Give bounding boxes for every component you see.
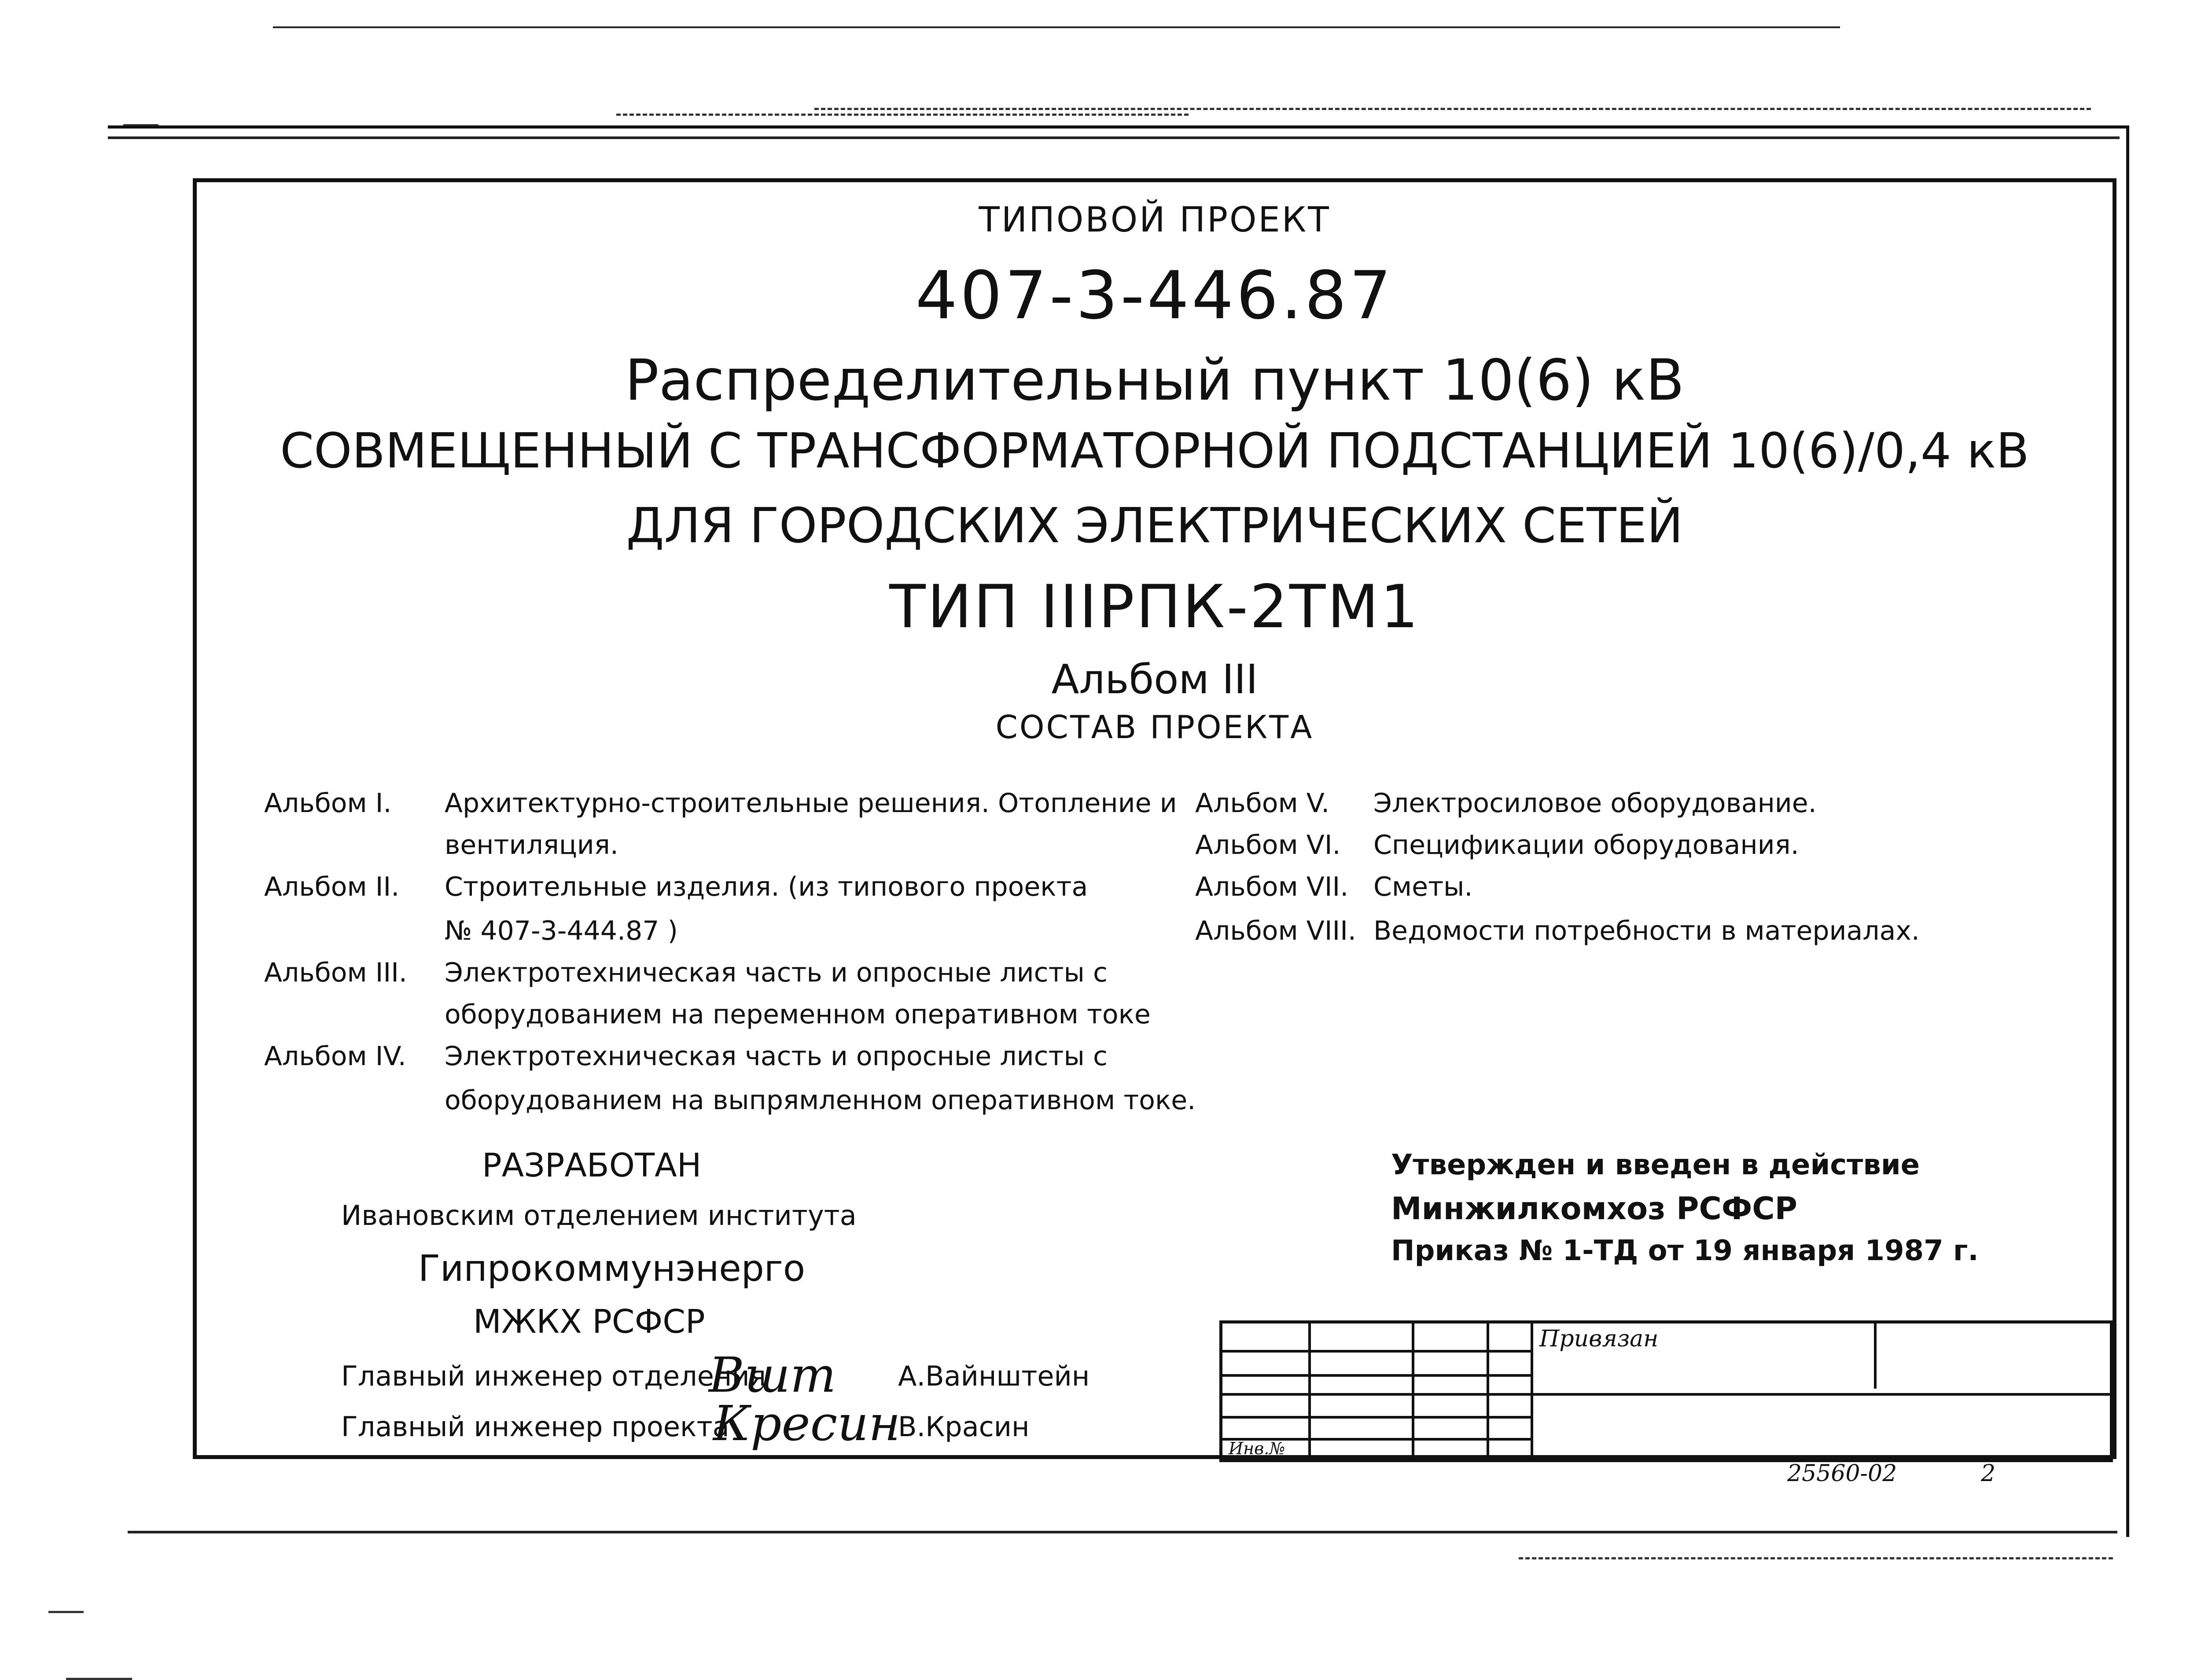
stamp-table [1219,1320,2113,1462]
stamp-row-line [1222,1393,2116,1396]
project-label: ТИПОВОЙ ПРОЕКТ [979,200,1331,240]
album-desc-line: Электротехническая часть и опросные листы с [445,1041,1108,1072]
stamp-inv-label: Инв.№ [1229,1439,1285,1458]
album-desc-line: Ведомости потребности в материалах. [1373,915,1920,946]
doc-code: 25560-02 [1787,1460,1897,1487]
signature-name: А.Вайнштейн [898,1360,1090,1392]
developer-org-line: Ивановским отделением института [341,1199,857,1232]
stamp-col-line [1874,1323,1877,1389]
album-label: Альбом V. [1195,788,1330,819]
signature-role: Главный инженер отделения [341,1360,766,1392]
album-label: Альбом VIII. [1195,915,1357,946]
sheet-number: 2 [1981,1460,1996,1487]
album-label: Альбом IV. [264,1041,406,1072]
developer-ministry: МЖКХ РСФСР [473,1303,705,1341]
scan-dash [48,1611,84,1613]
developer-heading: РАЗРАБОТАН [482,1147,702,1184]
project-number: 407-3-446.87 [915,257,1394,334]
album-desc-line: Электросиловое оборудование. [1373,788,1817,819]
album-label: Альбом I. [264,788,392,819]
approval-ministry: Минжилкомхоз РСФСР [1391,1191,1797,1227]
album-desc-line: Электротехническая часть и опросные листы с [445,957,1108,988]
scan-dash [66,1678,132,1680]
project-title-line1: Распределительный пункт 10(6) кВ [625,348,1685,413]
project-title-line3: ДЛЯ ГОРОДСКИХ ЭЛЕКТРИЧЕСКИХ СЕТЕЙ [626,497,1683,554]
album-label: Альбом VI. [1195,830,1341,860]
scan-line-top [273,26,1840,28]
signature-role: Главный инженер проекта [341,1411,729,1443]
scan-dash [616,114,1189,116]
album-label: Альбом VII. [1195,871,1349,902]
album-desc-line: Сметы. [1373,871,1473,902]
signature-name: В.Красин [898,1411,1030,1443]
developer-org-name: Гипрокоммунэнерго [418,1248,806,1290]
album-desc-line: № 407-3-444.87 ) [445,915,678,946]
stamp-row-line [1222,1416,1531,1419]
stamp-row-line [1222,1350,1531,1353]
signature-mark: Вшт [709,1347,836,1403]
stamp-row-line [1222,1374,1531,1377]
album-title: Альбом III [1051,656,1258,703]
album-label: Альбом II. [264,871,400,902]
approval-line: Утвержден и введен в действие [1391,1149,1920,1181]
composition-heading: СОСТАВ ПРОЕКТА [995,709,1314,746]
signature-mark: Кресин [713,1395,901,1452]
album-label: Альбом III. [264,957,407,988]
project-title-line2: СОВМЕЩЕННЫЙ С ТРАНСФОРМАТОРНОЙ ПОДСТАНЦИЕЙ 10(6)/0,4 кВ [280,423,2029,479]
stamp-col-line [1531,1323,1533,1459]
album-desc-line: вентиляция. [445,830,618,860]
album-desc-line: оборудованием на выпрямленном оперативном токе. [445,1085,1196,1116]
album-desc-line: Спецификации оборудования. [1373,830,1799,860]
album-desc-line: оборудованием на переменном оперативном токе [445,999,1151,1030]
stamp-bound-label: Привязан [1539,1326,1659,1352]
album-desc-line: Архитектурно-строительные решения. Отопление и [445,788,1177,819]
album-desc-line: Строительные изделия. (из типового проекта [445,871,1088,902]
scan-dash [814,108,2091,110]
scan-dash [1519,1557,2113,1559]
project-type: ТИП IIIРПК-2ТМ1 [889,572,1420,641]
approval-order: Приказ № 1-ТД от 19 января 1987 г. [1391,1235,1979,1267]
